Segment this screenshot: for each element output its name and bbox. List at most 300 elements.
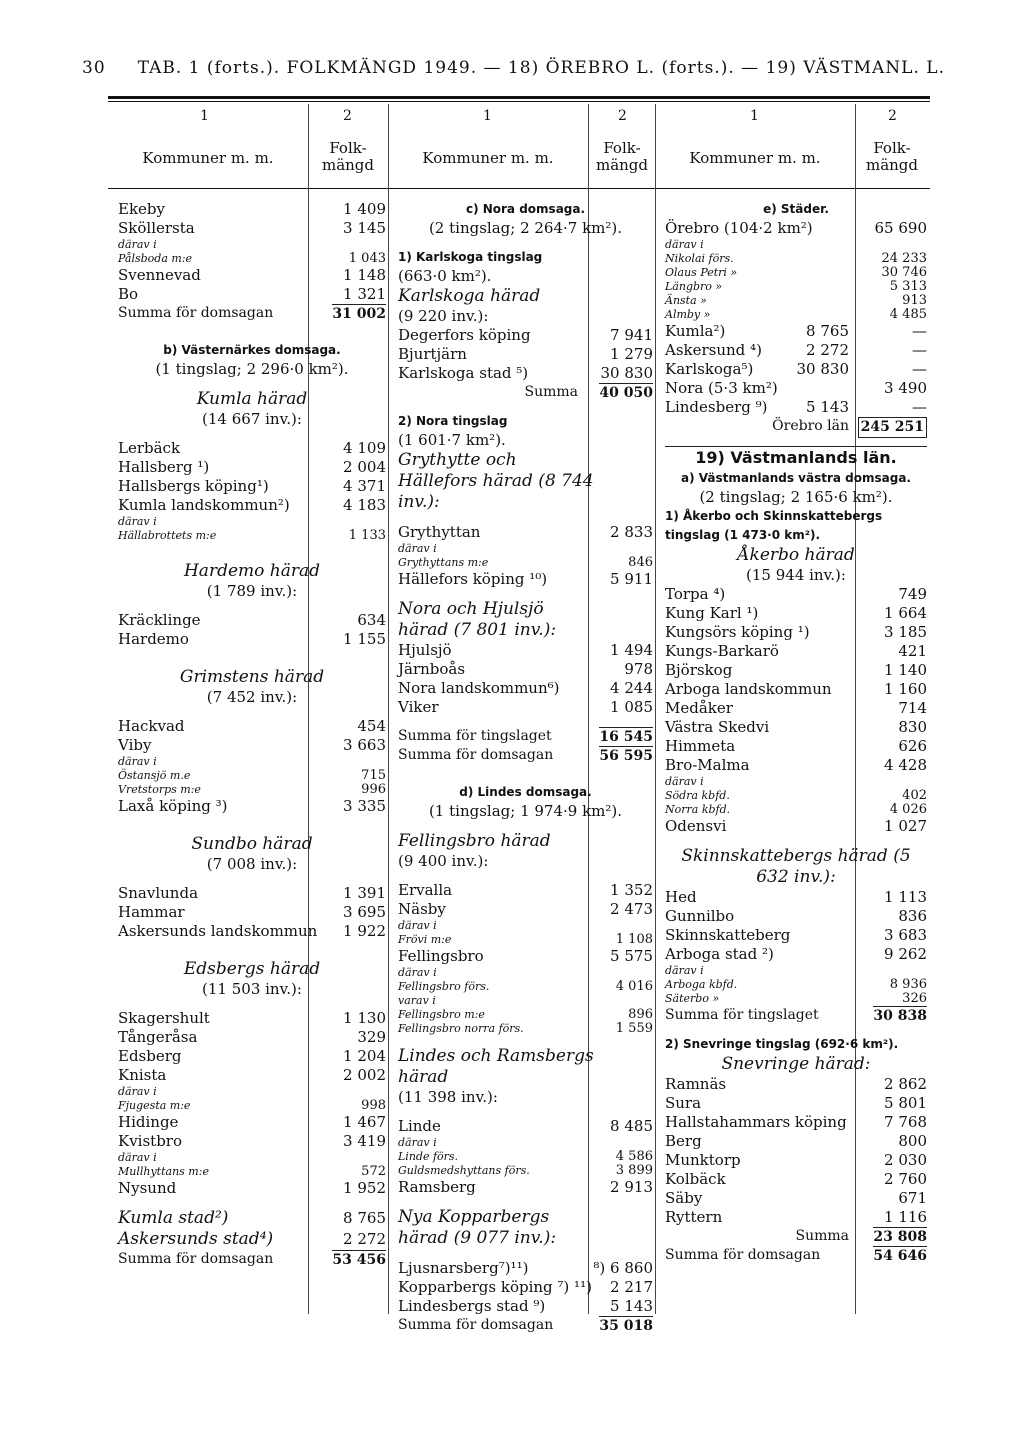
row-value: 4 428 xyxy=(884,756,927,774)
table-row xyxy=(665,252,927,266)
harad-heading: Lindes och Ramsbergs härad xyxy=(398,1046,594,1087)
table-row xyxy=(118,439,386,458)
summa-value: 16 545 xyxy=(599,729,653,745)
row-mid-value: 30 830 xyxy=(796,360,849,378)
row-value: 3 490 xyxy=(884,379,927,397)
row-label: Kumla landskommun²) xyxy=(118,496,290,514)
row-label: Längbro » xyxy=(665,280,723,293)
row-label: därav i xyxy=(118,515,157,528)
harad-inv: (15 944 inv.): xyxy=(746,566,846,584)
harad-inv: (7 452 inv.): xyxy=(206,688,298,706)
tingslag-sub: (1 601·7 km²). xyxy=(398,431,506,449)
row-label: Hjulsjö xyxy=(398,641,452,659)
row-label: Sura xyxy=(665,1094,702,1112)
table-row xyxy=(398,364,653,383)
row-label: Karlskoga⁵) xyxy=(665,360,754,378)
row-value: 30 830 xyxy=(600,364,653,382)
table-row xyxy=(665,978,927,992)
table-row xyxy=(665,294,927,308)
row-label: Edsberg xyxy=(118,1047,182,1065)
section-heading: e) Städer. xyxy=(763,202,829,216)
table-row xyxy=(118,1085,386,1099)
summa-label: Summa xyxy=(524,384,578,400)
row-label: Kung Karl ¹) xyxy=(665,604,759,622)
row-value: 572 xyxy=(361,1164,386,1179)
table-row xyxy=(665,789,927,803)
row-label: Ramsberg xyxy=(398,1178,476,1196)
row-label: Östansjö m.e xyxy=(118,769,191,782)
harad-inv: (9 220 inv.): xyxy=(398,307,489,325)
table-row xyxy=(665,585,927,604)
kommuner-header: Kommuner m. m. xyxy=(142,149,274,167)
row-value: 402 xyxy=(902,788,927,803)
summa-label: Summa för domsagan xyxy=(398,747,554,763)
row-label: Berg xyxy=(665,1132,702,1150)
table-row xyxy=(118,1179,386,1198)
row-value: 1 321 xyxy=(343,285,386,303)
row-value: 8 485 xyxy=(610,1117,653,1135)
kommuner-header: Kommuner m. m. xyxy=(689,149,821,167)
row-label: Vretstorps m:e xyxy=(118,783,201,796)
row-label: därav i xyxy=(665,238,704,251)
stad-row xyxy=(118,1208,386,1229)
row-label: därav i xyxy=(118,1085,157,1098)
row-value: 2 004 xyxy=(343,458,386,476)
row-label: Västra Skedvi xyxy=(665,718,770,736)
top-rule-thin xyxy=(108,101,930,102)
row-value: 1 952 xyxy=(343,1179,386,1197)
table-row xyxy=(665,926,927,945)
row-value: 65 690 xyxy=(874,219,927,237)
tingslag-heading: 2) Snevringe tingslag (692·6 km²). xyxy=(665,1037,899,1051)
row-value: 2 913 xyxy=(610,1178,653,1196)
page-header xyxy=(82,58,945,78)
row-value: 2 862 xyxy=(884,1075,927,1093)
section-heading: a) Västmanlands västra domsaga. xyxy=(681,471,911,485)
row-value: 749 xyxy=(898,585,927,603)
row-label: Hällabrottets m:e xyxy=(118,529,217,542)
table-row xyxy=(118,200,386,219)
harad-heading: Fellingsbro härad xyxy=(398,831,551,851)
row-value: 1 148 xyxy=(343,266,386,284)
table-row xyxy=(118,884,386,903)
row-label: Fellingsbro norra förs. xyxy=(398,1022,524,1035)
row-mid-value: 2 272 xyxy=(806,341,849,359)
row-value: 3 145 xyxy=(343,219,386,237)
table-row xyxy=(665,803,927,817)
row-label: Södra kbfd. xyxy=(665,789,730,802)
row-value: 1 130 xyxy=(343,1009,386,1027)
row-label: Nora landskommun⁶) xyxy=(398,679,560,697)
row-value: 1 108 xyxy=(615,932,653,947)
row-label: Olaus Petri » xyxy=(665,266,738,279)
table-row xyxy=(665,699,927,718)
row-label: Hackvad xyxy=(118,717,185,735)
row-value: — xyxy=(912,322,927,340)
table-row xyxy=(118,1132,386,1151)
row-label: varav i xyxy=(398,994,436,1007)
table-row xyxy=(118,717,386,736)
table-row xyxy=(665,756,927,775)
row-value: 3 419 xyxy=(343,1132,386,1150)
row-value: 3 335 xyxy=(343,797,386,815)
summa-value: 23 808 xyxy=(873,1229,927,1245)
tingslag-heading: 1) Åkerbo och Skinnskattebergs tingslag (1 473·0 km²). xyxy=(665,509,883,542)
table-row xyxy=(665,398,927,417)
page-number: 30 xyxy=(82,58,106,78)
table-row xyxy=(118,1113,386,1132)
row-label: därav i xyxy=(665,964,704,977)
row-label: Kräcklinge xyxy=(118,611,201,629)
table-row xyxy=(118,630,386,649)
table-row xyxy=(665,1094,927,1113)
table-row xyxy=(665,945,927,964)
harad-inv: (7 008 inv.): xyxy=(206,855,298,873)
row-label: Bo xyxy=(118,285,139,303)
table-row xyxy=(118,219,386,238)
row-value: 4 371 xyxy=(343,477,386,495)
row-value: 1 155 xyxy=(343,630,386,648)
row-value: 4 183 xyxy=(343,496,386,514)
row-label: Lindesberg ⁹) xyxy=(665,398,768,416)
row-value: 1 140 xyxy=(884,661,927,679)
table-row xyxy=(398,1136,653,1150)
row-value: 913 xyxy=(902,293,927,308)
table-row xyxy=(118,769,386,783)
top-rule xyxy=(108,96,930,99)
row-value: 626 xyxy=(898,737,927,755)
row-label: Nora (5·3 km²) xyxy=(665,379,778,397)
row-label: Grythyttan xyxy=(398,523,481,541)
harad-heading: Nora och Hjulsjö härad (7 801 inv.): xyxy=(398,599,557,640)
row-label: därav i xyxy=(398,919,437,932)
column-3 xyxy=(665,200,927,1265)
row-label: Snavlunda xyxy=(118,884,199,902)
table-row xyxy=(398,966,653,980)
row-value: 1 391 xyxy=(343,884,386,902)
row-label: Lindesbergs stad ⁹) xyxy=(398,1297,546,1315)
row-value: 3 185 xyxy=(884,623,927,641)
table-row xyxy=(398,698,653,717)
row-label: därav i xyxy=(118,755,157,768)
table-row xyxy=(665,964,927,978)
table-row xyxy=(118,611,386,630)
table-row xyxy=(398,1178,653,1197)
tingslag-sub: (663·0 km²). xyxy=(398,267,492,285)
row-label: därav i xyxy=(118,1151,157,1164)
row-value: 671 xyxy=(898,1189,927,1207)
row-label: Frövi m:e xyxy=(398,933,452,946)
row-label: Viker xyxy=(398,698,439,716)
harad-heading: Grimstens härad xyxy=(179,667,325,687)
row-value: 2 833 xyxy=(610,523,653,541)
summa-label: Summa för tingslaget xyxy=(665,1007,819,1023)
row-value: 1 133 xyxy=(348,528,386,543)
row-label: Fjugesta m:e xyxy=(118,1099,191,1112)
row-value: 5 575 xyxy=(610,947,653,965)
row-value: 2 217 xyxy=(610,1278,653,1296)
row-label: Änsta » xyxy=(665,294,707,307)
row-label: Bro-Malma xyxy=(665,756,750,774)
table-row xyxy=(118,496,386,515)
table-row xyxy=(665,642,927,661)
table-row xyxy=(665,238,927,252)
row-value: 9 262 xyxy=(884,945,927,963)
table-row xyxy=(118,1151,386,1165)
summa-row xyxy=(665,1246,927,1265)
table-row xyxy=(398,1008,653,1022)
harad-heading: Kumla härad xyxy=(196,389,308,409)
row-label: Fellingsbro xyxy=(398,947,484,965)
table-row xyxy=(118,252,386,266)
table-row xyxy=(398,933,653,947)
row-label: Viby xyxy=(118,736,152,754)
table-row xyxy=(398,523,653,542)
row-value: 1 922 xyxy=(343,922,386,940)
row-value: 1 664 xyxy=(884,604,927,622)
table-row xyxy=(118,797,386,816)
table-row xyxy=(118,477,386,496)
harad-heading: Snevringe härad: xyxy=(721,1054,871,1074)
summa-label: Summa för domsagan xyxy=(118,1251,274,1267)
table-row xyxy=(398,570,653,589)
col-number: 1 xyxy=(483,108,492,124)
row-value: ⁸) 6 860 xyxy=(593,1259,653,1277)
table-row xyxy=(665,1075,927,1094)
table-row xyxy=(118,903,386,922)
row-label: Pålsboda m:e xyxy=(118,252,193,265)
row-value: 454 xyxy=(357,717,386,735)
table-row xyxy=(398,1259,653,1278)
table-row xyxy=(665,907,927,926)
harad-inv: (11 398 inv.): xyxy=(398,1088,498,1106)
row-label: Järnboås xyxy=(398,660,466,678)
row-value: 4 586 xyxy=(615,1149,653,1164)
row-value: 1 279 xyxy=(610,345,653,363)
table-row xyxy=(665,379,927,398)
row-label: Grythyttans m:e xyxy=(398,556,489,569)
summa-value: 40 050 xyxy=(599,385,653,401)
section-heading: d) Lindes domsaga. xyxy=(459,785,592,799)
section-heading: c) Nora domsaga. xyxy=(465,202,586,216)
row-value: 2 473 xyxy=(610,900,653,918)
row-value: 1 494 xyxy=(610,641,653,659)
row-value: 2 760 xyxy=(884,1170,927,1188)
table-row xyxy=(398,660,653,679)
row-value: 4 026 xyxy=(889,802,927,817)
table-row xyxy=(118,736,386,755)
folkmangd-header: Folk- mängd xyxy=(865,139,919,174)
table-row xyxy=(665,1208,927,1227)
table-row xyxy=(665,661,927,680)
harad-inv: (11 503 inv.): xyxy=(202,980,302,998)
row-value: 5 143 xyxy=(610,1297,653,1315)
table-row xyxy=(665,1189,927,1208)
summa-row xyxy=(118,304,386,323)
table-row xyxy=(118,922,386,941)
table-row xyxy=(118,1028,386,1047)
summa-row xyxy=(118,1250,386,1269)
row-value: — xyxy=(912,398,927,416)
row-label: Almby » xyxy=(665,308,711,321)
summa-row xyxy=(665,1006,927,1025)
row-label: Ekeby xyxy=(118,200,165,218)
row-label: Fellingsbro m:e xyxy=(398,1008,485,1021)
row-label: Kungs-Barkarö xyxy=(665,642,779,660)
table-row xyxy=(118,285,386,304)
table-row xyxy=(398,980,653,994)
row-label: Knista xyxy=(118,1066,167,1084)
row-value: 846 xyxy=(628,555,653,570)
row-label: Hällefors köping ¹⁰) xyxy=(398,570,548,588)
row-label: därav i xyxy=(398,966,437,979)
row-label: Fellingsbro förs. xyxy=(398,980,490,993)
row-value: — xyxy=(912,360,927,378)
row-value: 896 xyxy=(628,1007,653,1022)
row-value: 3 663 xyxy=(343,736,386,754)
folkmangd-header: Folk- mängd xyxy=(321,139,375,174)
table-row xyxy=(398,1164,653,1178)
table-row xyxy=(118,1165,386,1179)
row-value: 836 xyxy=(898,907,927,925)
tingslag-heading: 2) Nora tingslag xyxy=(398,414,508,428)
row-value: 830 xyxy=(898,718,927,736)
row-label: Norra kbfd. xyxy=(665,803,731,816)
table-row xyxy=(118,458,386,477)
row-value: 326 xyxy=(902,991,927,1006)
row-value: 4 244 xyxy=(610,679,653,697)
row-value: 1 467 xyxy=(343,1113,386,1131)
row-value: 714 xyxy=(898,699,927,717)
col-number: 2 xyxy=(343,108,352,124)
row-value: 800 xyxy=(898,1132,927,1150)
row-label: Arboga kbfd. xyxy=(665,978,738,991)
table-row xyxy=(118,1009,386,1028)
summa-label: Summa för domsagan xyxy=(118,305,274,321)
section-sub: (2 tingslag; 2 264·7 km²). xyxy=(428,219,623,237)
row-label: Tångeråsa xyxy=(118,1028,198,1046)
col-number: 1 xyxy=(200,108,209,124)
row-label: därav i xyxy=(665,775,704,788)
row-label: Kungsörs köping ¹) xyxy=(665,623,810,641)
row-label: Näsby xyxy=(398,900,446,918)
col-number: 2 xyxy=(888,108,897,124)
row-label: Bjurtjärn xyxy=(398,345,467,363)
column-1 xyxy=(118,200,386,1269)
row-value: 7 768 xyxy=(884,1113,927,1131)
row-value: 3 683 xyxy=(884,926,927,944)
table-row xyxy=(665,219,927,238)
row-label: Hidinge xyxy=(118,1113,179,1131)
row-label: Arboga stad ²) xyxy=(665,945,774,963)
table-row xyxy=(398,994,653,1008)
table-row xyxy=(398,1297,653,1316)
table-row xyxy=(665,308,927,322)
table-row xyxy=(398,326,653,345)
table-row xyxy=(118,1047,386,1066)
row-value: 3 899 xyxy=(615,1163,653,1178)
table-row xyxy=(665,888,927,907)
table-row xyxy=(398,1278,653,1297)
row-label: Ljusnarsberg⁷)¹¹) xyxy=(398,1259,529,1277)
summa-value: 30 838 xyxy=(873,1008,927,1024)
summa-row xyxy=(665,1227,927,1246)
row-label: Askersund ⁴) xyxy=(665,341,762,359)
row-label: Björskog xyxy=(665,661,733,679)
table-row xyxy=(118,238,386,252)
harad-heading: Edsbergs härad xyxy=(183,959,321,979)
row-label: Örebro (104·2 km²) xyxy=(665,219,813,237)
row-label: Ramnäs xyxy=(665,1075,727,1093)
row-label: Medåker xyxy=(665,699,733,717)
harad-inv: (14 667 inv.): xyxy=(202,410,302,428)
row-value: — xyxy=(912,341,927,359)
row-value: 30 746 xyxy=(881,265,927,280)
row-label: Askersunds landskommun xyxy=(118,922,318,940)
page-title: TAB. 1 (forts.). FOLKMÄNGD 1949. — 18) ÖREBRO L. (forts.). — 19) VÄSTMANL. L. xyxy=(137,58,945,78)
row-label: Svennevad xyxy=(118,266,201,284)
summa-value: 53 456 xyxy=(332,1252,386,1268)
table-row xyxy=(665,604,927,623)
header-rule xyxy=(108,188,930,189)
table-row xyxy=(665,1170,927,1189)
row-value: 5 313 xyxy=(889,279,927,294)
row-value: 1 204 xyxy=(343,1047,386,1065)
summa-row xyxy=(398,1316,653,1335)
summa-label: Summa xyxy=(795,1228,849,1244)
row-value: 8 936 xyxy=(889,977,927,992)
table-row xyxy=(398,900,653,919)
row-label: Gunnilbo xyxy=(665,907,735,925)
row-label: Arboga landskommun xyxy=(665,680,832,698)
row-value: 1 043 xyxy=(348,251,386,266)
row-label: Kvistbro xyxy=(118,1132,183,1150)
table-row xyxy=(398,1022,653,1036)
row-label: Guldsmedshyttans förs. xyxy=(398,1164,530,1177)
table-row xyxy=(118,1099,386,1113)
row-label: Kolbäck xyxy=(665,1170,726,1188)
summa-value: 35 018 xyxy=(599,1318,653,1334)
kommuner-header: Kommuner m. m. xyxy=(422,149,554,167)
table-row xyxy=(665,737,927,756)
row-value: 978 xyxy=(624,660,653,678)
row-value: 2 002 xyxy=(343,1066,386,1084)
row-label: Nysund xyxy=(118,1179,177,1197)
table-row xyxy=(398,679,653,698)
stad-label: Kumla stad²) xyxy=(118,1208,229,1228)
row-label: därav i xyxy=(398,1136,437,1149)
row-value: 5 911 xyxy=(610,570,653,588)
row-value: 2 030 xyxy=(884,1151,927,1169)
table-row xyxy=(665,1132,927,1151)
row-value: 998 xyxy=(361,1098,386,1113)
row-label: Sköllersta xyxy=(118,219,195,237)
row-label: Odensvi xyxy=(665,817,727,835)
table-row xyxy=(665,360,927,379)
summa-value: 56 595 xyxy=(599,748,653,764)
table-row xyxy=(118,755,386,769)
summa-row xyxy=(398,727,653,746)
row-value: 4 109 xyxy=(343,439,386,457)
row-value: 4 016 xyxy=(615,979,653,994)
harad-inv: (1 789 inv.): xyxy=(206,582,298,600)
summa-row xyxy=(398,746,653,765)
row-value: 1 113 xyxy=(884,888,927,906)
section-sub: (2 tingslag; 2 165·6 km²). xyxy=(699,488,893,506)
summa-label: Summa för domsagan xyxy=(398,1317,554,1333)
row-label: Hallsbergs köping¹) xyxy=(118,477,269,495)
row-label: därav i xyxy=(118,238,157,251)
